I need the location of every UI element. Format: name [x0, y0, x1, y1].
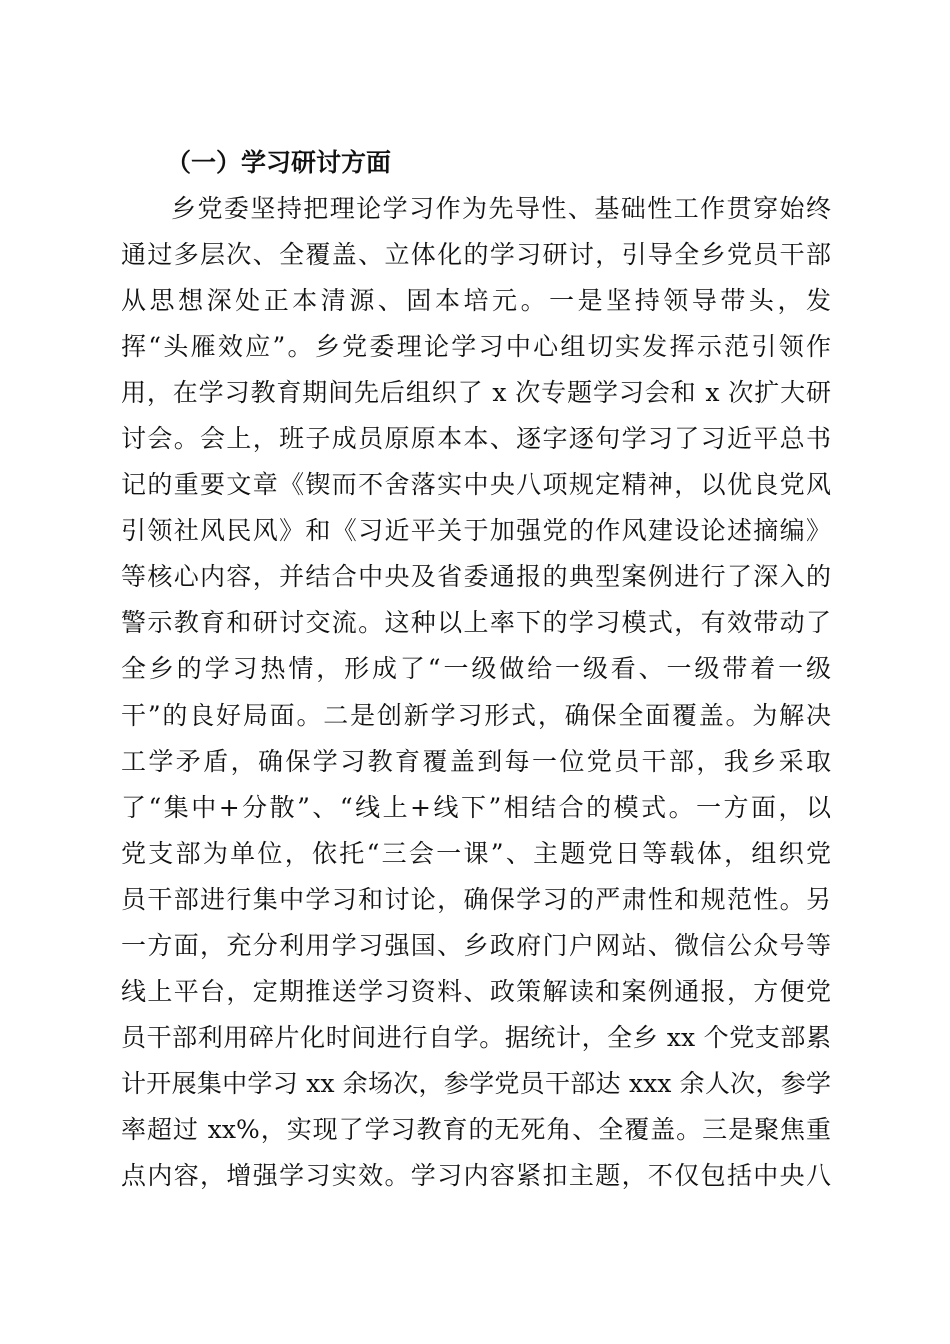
paragraph-line: 工学矛盾，确保学习教育覆盖到每一位党员干部，我乡采取 [121, 746, 831, 776]
paragraph-line: 计开展集中学习 xx 余场次，参学党员干部达 xxx 余人次，参学 [121, 1068, 831, 1098]
body-paragraph [121, 186, 831, 1199]
paragraph-line: 通过多层次、全覆盖、立体化的学习研讨，引导全乡党员干部 [121, 240, 831, 270]
paragraph-line: 率超过 xx%，实现了学习教育的无死角、全覆盖。三是聚焦重 [121, 1114, 831, 1144]
paragraph-line: 线上平台，定期推送学习资料、政策解读和案例通报，方便党 [121, 976, 831, 1006]
paragraph-line: 乡党委坚持把理论学习作为先导性、基础性工作贯穿始终 [171, 194, 831, 223]
paragraph-line: 点内容，增强学习实效。学习内容紧扣主题，不仅包括中央八 [121, 1160, 831, 1190]
paragraph-line: 挥“头雁效应”。乡党委理论学习中心组切实发挥示范引领作 [121, 332, 831, 362]
paragraph-line: 一方面，充分利用学习强国、乡政府门户网站、微信公众号等 [121, 930, 831, 960]
paragraph-line: 讨会。会上，班子成员原原本本、逐字逐句学习了习近平总书 [121, 424, 831, 454]
section-heading: （一）学习研讨方面 [166, 148, 392, 177]
paragraph-line: 记的重要文章《锲而不舍落实中央八项规定精神，以优良党风 [121, 470, 831, 500]
paragraph-line: 干”的良好局面。二是创新学习形式，确保全面覆盖。为解决 [121, 700, 831, 730]
paragraph-line: 了“集中+分散”、“线上+线下”相结合的模式。一方面，以 [121, 792, 831, 822]
paragraph-line: 党支部为单位，依托“三会一课”、主题党日等载体，组织党 [121, 838, 831, 868]
paragraph-line: 警示教育和研讨交流。这种以上率下的学习模式，有效带动了 [121, 608, 831, 638]
paragraph-line: 员干部进行集中学习和讨论，确保学习的严肃性和规范性。另 [121, 884, 831, 914]
paragraph-line: 全乡的学习热情，形成了“一级做给一级看、一级带着一级 [121, 654, 831, 684]
paragraph-line: 等核心内容，并结合中央及省委通报的典型案例进行了深入的 [121, 562, 831, 592]
paragraph-line: 从思想深处正本清源、固本培元。一是坚持领导带头，发 [121, 286, 831, 316]
paragraph-line: 用，在学习教育期间先后组织了 x 次专题学习会和 x 次扩大研 [121, 378, 831, 408]
paragraph-line: 引领社风民风》和《习近平关于加强党的作风建设论述摘编》 [121, 516, 831, 546]
paragraph-line: 员干部利用碎片化时间进行自学。据统计，全乡 xx 个党支部累 [121, 1022, 831, 1052]
